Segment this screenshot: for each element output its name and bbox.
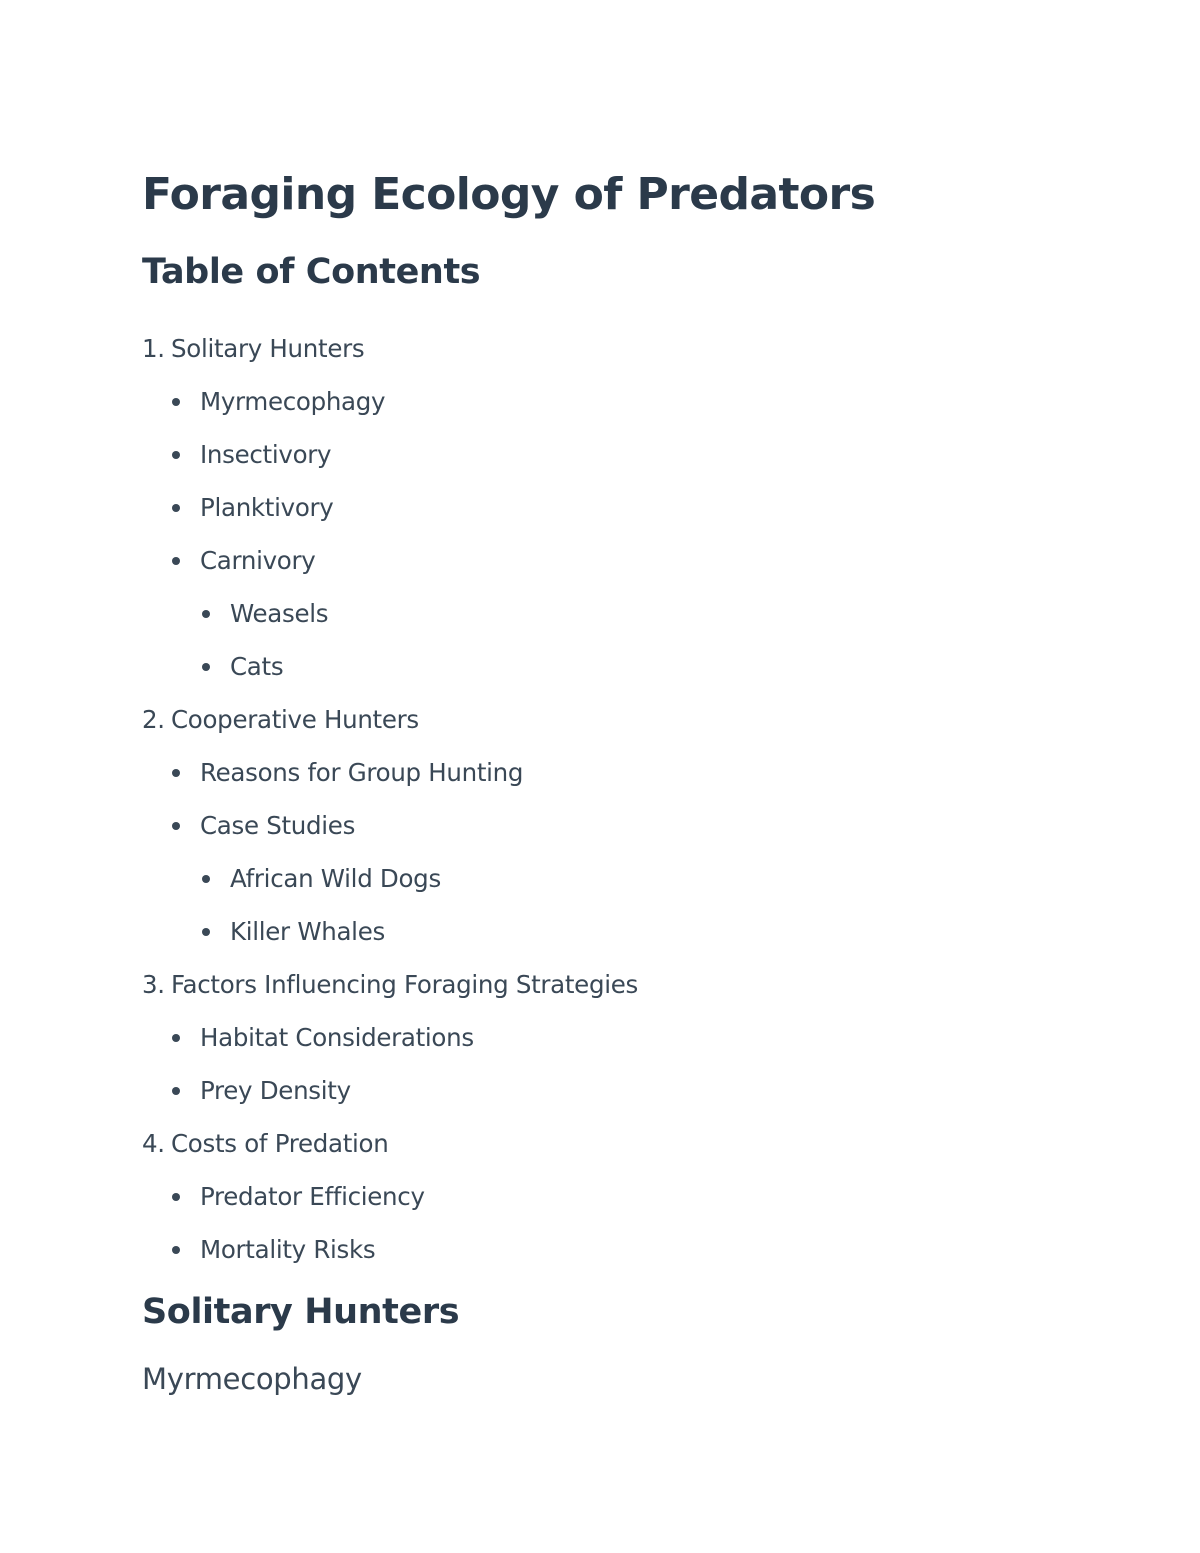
toc-subitem-predator-efficiency	[171, 1170, 1102, 1223]
bullet-icon	[172, 557, 180, 565]
table-of-contents	[142, 322, 1102, 1276]
toc-number: 1.	[142, 334, 165, 363]
toc-label: Carnivory	[200, 546, 316, 575]
bullet-icon	[172, 451, 180, 459]
toc-subsubitem-african-wild-dogs	[201, 852, 1102, 905]
toc-label: Habitat Considerations	[200, 1023, 474, 1052]
bullet-icon	[172, 769, 180, 777]
toc-entry	[201, 852, 1102, 905]
toc-subitem-reasons	[171, 746, 1102, 799]
toc-item-cooperative-hunters	[142, 693, 1102, 958]
toc-label: Solitary Hunters	[171, 334, 365, 363]
toc-entry	[171, 1223, 1102, 1276]
section-heading: Solitary Hunters	[142, 1292, 460, 1332]
toc-label: Prey Density	[200, 1076, 351, 1105]
toc-entry	[142, 693, 1102, 746]
toc-entry	[171, 375, 1102, 428]
toc-subitem-prey-density	[171, 1064, 1102, 1117]
toc-label: Weasels	[230, 599, 329, 628]
toc-item-costs	[142, 1117, 1102, 1276]
toc-label: Factors Influencing Foraging Strategies	[171, 970, 638, 999]
toc-heading: Table of Contents	[142, 252, 481, 292]
toc-sublist	[142, 375, 1102, 693]
toc-subitem-mortality-risks	[171, 1223, 1102, 1276]
toc-number: 4.	[142, 1129, 165, 1158]
toc-entry	[171, 1011, 1102, 1064]
toc-entry	[171, 428, 1102, 481]
toc-subsubitem-cats	[201, 640, 1102, 693]
toc-label: Costs of Predation	[171, 1129, 389, 1158]
toc-entry	[171, 799, 1102, 852]
toc-subitem-planktivory	[171, 481, 1102, 534]
toc-entry	[171, 746, 1102, 799]
toc-subsublist	[171, 587, 1102, 693]
document-page	[142, 166, 1102, 1398]
toc-label: Cats	[230, 652, 284, 681]
bullet-icon	[172, 1087, 180, 1095]
bullet-icon	[202, 610, 210, 618]
bullet-icon	[172, 822, 180, 830]
toc-label: Insectivory	[200, 440, 332, 469]
toc-number: 2.	[142, 705, 165, 734]
toc-entry	[142, 1117, 1102, 1170]
toc-entry	[171, 534, 1102, 587]
toc-label: Cooperative Hunters	[171, 705, 419, 734]
toc-sublist	[142, 1011, 1102, 1117]
toc-label: Killer Whales	[230, 917, 385, 946]
toc-number: 3.	[142, 970, 165, 999]
subsection-heading: Myrmecophagy	[142, 1362, 362, 1396]
toc-entry	[142, 958, 1102, 1011]
bullet-icon	[202, 928, 210, 936]
toc-item-factors	[142, 958, 1102, 1117]
toc-entry	[171, 1170, 1102, 1223]
toc-subitem-carnivory	[171, 534, 1102, 693]
toc-label: Reasons for Group Hunting	[200, 758, 524, 787]
toc-subitem-case-studies	[171, 799, 1102, 958]
toc-entry	[171, 481, 1102, 534]
bullet-icon	[202, 663, 210, 671]
toc-entry	[201, 587, 1102, 640]
toc-subitem-myrmecophagy	[171, 375, 1102, 428]
bullet-icon	[202, 875, 210, 883]
bullet-icon	[172, 398, 180, 406]
toc-label: Mortality Risks	[200, 1235, 376, 1264]
bullet-icon	[172, 1193, 180, 1201]
document-title: Foraging Ecology of Predators	[142, 169, 876, 220]
toc-label: Planktivory	[200, 493, 334, 522]
bullet-icon	[172, 1034, 180, 1042]
toc-sublist	[142, 1170, 1102, 1276]
toc-label: Myrmecophagy	[200, 387, 386, 416]
toc-subitem-habitat	[171, 1011, 1102, 1064]
toc-entry	[201, 905, 1102, 958]
toc-entry	[201, 640, 1102, 693]
bullet-icon	[172, 504, 180, 512]
toc-label: Case Studies	[200, 811, 356, 840]
toc-entry	[142, 322, 1102, 375]
toc-subsublist	[171, 852, 1102, 958]
toc-label: Predator Efficiency	[200, 1182, 425, 1211]
toc-subsubitem-killer-whales	[201, 905, 1102, 958]
toc-item-solitary-hunters	[142, 322, 1102, 693]
toc-sublist	[142, 746, 1102, 958]
bullet-icon	[172, 1246, 180, 1254]
toc-subsubitem-weasels	[201, 587, 1102, 640]
toc-label: African Wild Dogs	[230, 864, 441, 893]
toc-subitem-insectivory	[171, 428, 1102, 481]
toc-entry	[171, 1064, 1102, 1117]
